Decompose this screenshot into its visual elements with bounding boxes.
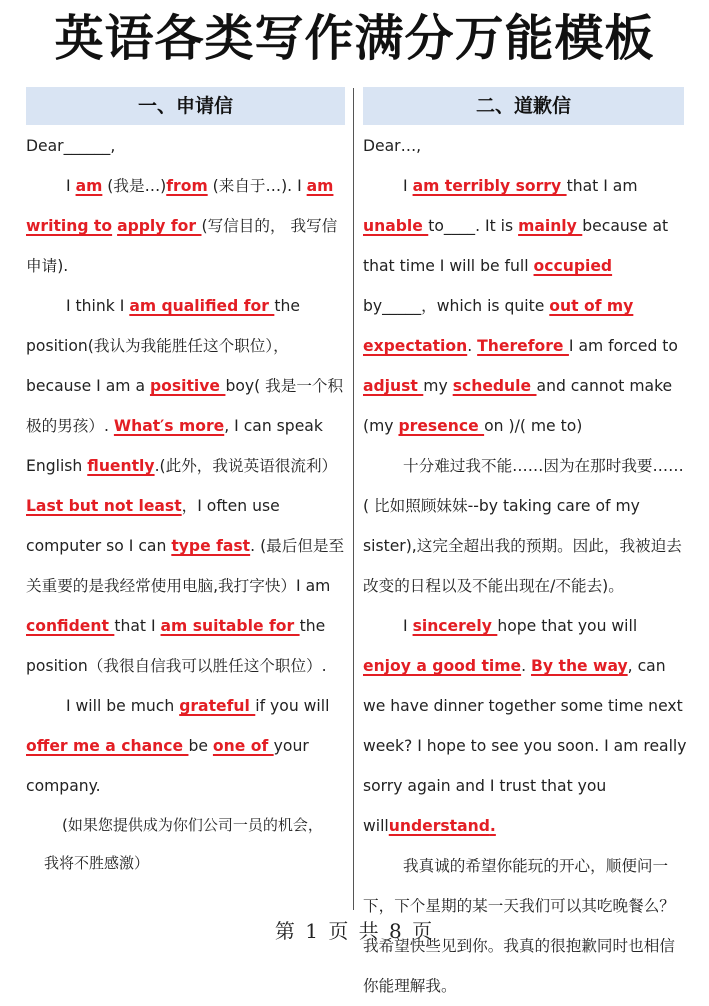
- text: boy( 我是一个积极的男孩）.: [26, 377, 344, 435]
- section-heading-apology-letter: 二、道歉信: [363, 87, 684, 125]
- keyword: fluently: [87, 457, 155, 475]
- keyword: understand: [388, 817, 490, 835]
- keyword: .: [489, 817, 496, 835]
- page-footer: 第 1 页 共 8 页: [274, 919, 435, 943]
- keyword: What′s more: [113, 417, 225, 435]
- text: .: [521, 657, 532, 675]
- text: the position（我很自信我可以胜任这个职位）.: [26, 617, 327, 675]
- column-divider: [353, 88, 354, 910]
- paragraph: 十分难过我不能……因为在那时我要……( 比如照顾妹妹--by taking care of my sister),这完全超出我的预期。因此，我被迫去改变的日程以及不能出现在/不能去)。: [363, 457, 684, 595]
- translation-note: 我将不胜感激）: [44, 854, 150, 872]
- text: the position(我认为我能胜任这个职位），because I am a: [26, 297, 300, 395]
- text: your company.: [26, 737, 309, 795]
- salutation: Dear…,: [363, 137, 422, 155]
- keyword: Therefore: [477, 337, 569, 355]
- text: I think I: [66, 297, 130, 315]
- paragraph: [26, 286, 352, 686]
- text: , I can speak English: [26, 417, 323, 475]
- text: I: [403, 177, 413, 195]
- keyword: apply for: [117, 217, 202, 235]
- text: hope that you will: [497, 617, 638, 635]
- keyword: one of: [212, 737, 274, 755]
- text: .(此外，我说英语很流利）: [154, 457, 338, 475]
- paragraph: [26, 686, 352, 806]
- keyword: am suitable for: [160, 617, 300, 635]
- text: on )/( me to): [484, 417, 583, 435]
- text: (写信目的， 我写信申请).: [26, 217, 338, 275]
- text: (来自于…). I: [207, 177, 307, 195]
- text: that I am: [566, 177, 638, 195]
- text: ，I often use computer so I can: [26, 497, 280, 555]
- text: my: [423, 377, 453, 395]
- keyword: By the way: [531, 657, 628, 675]
- keyword: writing to: [26, 217, 113, 235]
- text: to____. It is: [428, 217, 519, 235]
- page-title: 英语各类写作满分万能模板: [54, 10, 655, 67]
- text: and cannot make (my: [363, 377, 673, 435]
- keyword: am: [75, 177, 103, 195]
- keyword: adjust: [363, 377, 424, 395]
- keyword: mainly: [518, 217, 583, 235]
- paragraph: 我真诚的希望你能玩的开心，顺便问一下，下个星期的某一天我们可以其吃晚餐么？我希望快些见到你。我真的很抱歉同时也相信你能理解我。: [363, 857, 675, 995]
- keyword: confident: [26, 617, 115, 635]
- text: that I: [114, 617, 161, 635]
- text: because at that time I will be full: [363, 217, 669, 275]
- text: I: [66, 177, 76, 195]
- paragraph: [26, 166, 352, 286]
- keyword: sincerely: [412, 617, 498, 635]
- application-letter-column: [26, 126, 352, 882]
- keyword: offer me a chance: [26, 737, 189, 755]
- keyword: schedule: [452, 377, 537, 395]
- paragraph: [363, 606, 689, 846]
- text: (我是…): [102, 177, 167, 195]
- keyword: out of my expectation: [363, 297, 634, 355]
- keyword: occupied: [533, 257, 613, 275]
- text: be: [188, 737, 213, 755]
- translation-note: (如果您提供成为你们公司一员的机会，: [62, 816, 323, 834]
- apology-letter-column: [363, 126, 689, 1006]
- text: by_____，which is quite: [363, 297, 550, 315]
- keyword: unable: [363, 217, 429, 235]
- keyword: am terribly sorry: [412, 177, 567, 195]
- salutation: Dear______,: [26, 137, 116, 155]
- text: . (最后但是至关重要的是我经常使用电脑,我打字快）I am: [26, 537, 345, 595]
- keyword: grateful: [179, 697, 256, 715]
- text: , can we have dinner together some time next week? I hope to see you soon. I am really sorry again and I trust that you will: [363, 657, 687, 835]
- keyword: type fast: [171, 537, 251, 555]
- text: I: [403, 617, 413, 635]
- text: if you will: [255, 697, 330, 715]
- keyword: am qualified for: [129, 297, 275, 315]
- keyword: enjoy a good time: [363, 657, 522, 675]
- paragraph: [363, 166, 689, 446]
- keyword: positive: [149, 377, 226, 395]
- text: I am forced to: [568, 337, 678, 355]
- keyword: presence: [398, 417, 485, 435]
- section-heading-application-letter: 一、申请信: [26, 87, 345, 125]
- keyword: from: [166, 177, 208, 195]
- text: .: [467, 337, 478, 355]
- keyword: Last but not least: [26, 497, 182, 515]
- text: I will be much: [66, 697, 180, 715]
- keyword: am: [306, 177, 334, 195]
